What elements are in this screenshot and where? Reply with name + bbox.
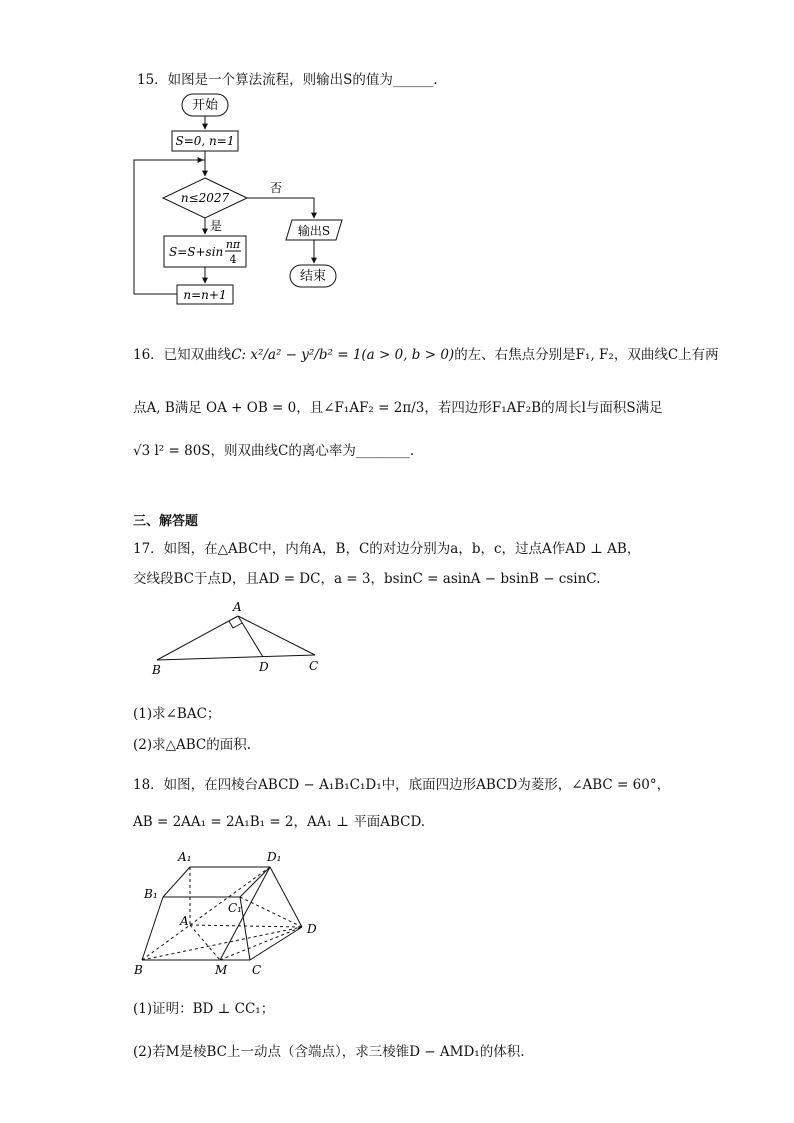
frustum-label-C1: C₁: [228, 901, 242, 915]
frustum-label-D1: D₁: [267, 850, 282, 864]
q16-hyperbola-equation: C: x²/a² − y²/b² = 1(a > 0, b > 0): [231, 347, 455, 363]
frustum-label-B1: B₁: [144, 887, 158, 901]
q17-line1: 17．如图，在△ABC中，内角A，B，C的对边分别为a，b，c，过点A作AD ⊥ AB，: [133, 541, 641, 557]
frustum-label-B: B: [134, 963, 143, 977]
q16-line1-suffix: 的左、右焦点分别是F₁, F₂，双曲线C上有两: [454, 347, 719, 363]
q18-line1: 18．如图，在四棱台ABCD − A₁B₁C₁D₁中，底面四边形ABCD为菱形，∠ABC = 60°，: [133, 777, 671, 793]
q15-text: 15．如图是一个算法流程，则输出S的值为______.: [137, 72, 438, 88]
q16-line2: 点A, B满足 OA + OB = 0，且∠F₁AF₂ = 2π/3，若四边形F₁AF₂B的周长l与面积S满足: [133, 400, 663, 416]
flow-condition-label: n≤2027: [180, 191, 230, 205]
q17-part2: (2)求△ABC的面积.: [133, 737, 252, 753]
triangle-figure: [145, 598, 345, 678]
q16-line1: [133, 343, 719, 363]
q18-line2: AB = 2AA₁ = 2A₁B₁ = 2，AA₁ ⊥ 平面ABCD.: [133, 814, 426, 830]
section-heading: 三、解答题: [133, 514, 199, 529]
frustum-label-D: D: [307, 922, 317, 936]
tri-label-C: C: [309, 659, 319, 673]
flow-update-s-den: 4: [229, 253, 237, 266]
q16-line3: √3 l² = 80S，则双曲线C的离心率为________.: [133, 443, 415, 459]
flow-update-n-label: n=n+1: [183, 288, 227, 302]
flowchart: [120, 88, 380, 323]
flow-yes-label: 是: [210, 219, 223, 233]
frustum-label-A1: A₁: [178, 850, 192, 864]
flow-output-label: 输出S: [297, 224, 331, 238]
flow-update-s-prefix: S=S+sin: [169, 245, 224, 259]
q17-line2: 交线段BC于点D，且AD = DC，a = 3，bsinC = asinA − bsinB − csinC.: [133, 571, 601, 587]
flow-no-label: 否: [270, 181, 283, 195]
flow-update-s-num: nπ: [225, 238, 241, 251]
flow-init-label: S=0, n=1: [175, 134, 235, 148]
flow-end-label: 结束: [299, 269, 327, 284]
q16-line1-prefix: 16．已知双曲线: [133, 347, 232, 363]
frustum-figure: [130, 845, 330, 980]
q18-part1: (1)证明：BD ⊥ CC₁；: [133, 1001, 275, 1017]
tri-label-A: A: [233, 600, 242, 614]
frustum-label-M: M: [215, 963, 228, 977]
q17-part1: (1)求∠BAC；: [133, 706, 221, 722]
q18-part2: (2)若M是棱BC上一动点（含端点），求三棱锥D − AMD₁的体积.: [133, 1044, 525, 1060]
tri-label-B: B: [152, 663, 161, 677]
tri-label-D: D: [259, 660, 269, 674]
frustum-label-A: A: [180, 914, 189, 928]
flow-start-label: 开始: [191, 98, 219, 113]
frustum-label-C: C: [252, 963, 262, 977]
